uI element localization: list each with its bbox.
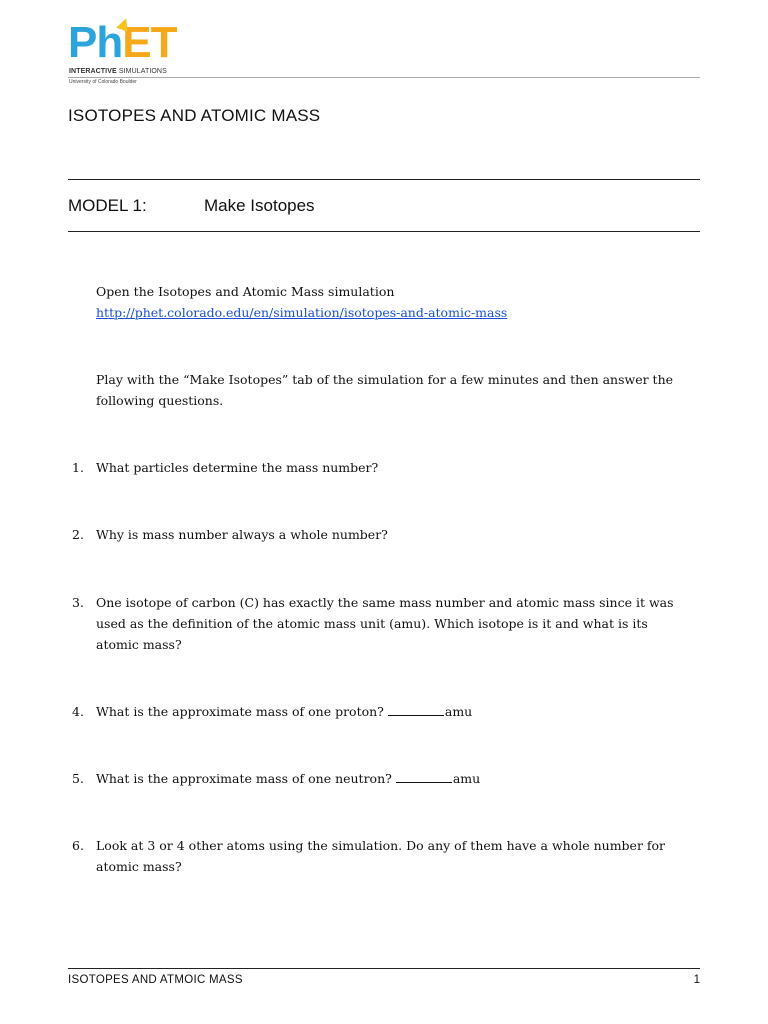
page-number: 1 xyxy=(693,974,700,986)
question-text: One isotope of carbon (C) has exactly the same mass number and atomic mass since it was used as the definition of the atomic mass unit (amu). Which isotope is it and what is its atomic mass? xyxy=(96,595,674,652)
question-number: 1. xyxy=(72,460,84,475)
question-4 xyxy=(68,701,688,722)
intro-play-text: Play with the “Make Isotopes” tab of the simulation for a few minutes and then answer the following questions. xyxy=(96,372,674,408)
question-2 xyxy=(68,524,688,545)
model-label: MODEL 1: xyxy=(68,196,147,215)
question-6 xyxy=(68,835,688,877)
logo-wordmark: PhET xyxy=(68,18,177,67)
question-unit: amu xyxy=(444,704,473,719)
footer-title: ISOTOPES AND ATMOIC MASS xyxy=(68,974,243,986)
question-number: 5. xyxy=(72,771,84,786)
answer-blank[interactable] xyxy=(396,770,452,783)
question-text: What is the approximate mass of one proton? xyxy=(96,704,384,719)
question-text: Why is mass number always a whole number? xyxy=(96,527,388,542)
model-name: Make Isotopes xyxy=(204,196,315,215)
footer-rule xyxy=(68,968,700,969)
question-text: What is the approximate mass of one neutron? xyxy=(96,771,392,786)
logo-university: University of Colorado Boulder xyxy=(69,79,137,85)
question-text: What particles determine the mass number? xyxy=(96,460,379,475)
question-number: 4. xyxy=(72,704,84,719)
intro-open-text: Open the Isotopes and Atomic Mass simulation xyxy=(96,284,395,299)
question-5 xyxy=(68,768,688,789)
model-bottom-rule xyxy=(68,231,700,232)
question-1 xyxy=(68,457,688,478)
question-3 xyxy=(68,592,688,655)
answer-blank[interactable] xyxy=(388,703,444,716)
page-title: ISOTOPES AND ATOMIC MASS xyxy=(68,106,321,125)
phet-logo xyxy=(68,18,178,90)
question-number: 3. xyxy=(72,595,84,610)
simulation-link[interactable]: http://phet.colorado.edu/en/simulation/isotopes-and-atomic-mass xyxy=(96,305,508,320)
question-text: Look at 3 or 4 other atoms using the simulation. Do any of them have a whole number for atomic mass? xyxy=(96,838,666,874)
question-number: 2. xyxy=(72,527,84,542)
question-unit: amu xyxy=(452,771,481,786)
logo-subtitle: INTERACTIVE SIMULATIONS xyxy=(69,68,167,75)
header-divider xyxy=(68,77,700,78)
model-top-rule xyxy=(68,179,700,180)
question-number: 6. xyxy=(72,838,84,853)
